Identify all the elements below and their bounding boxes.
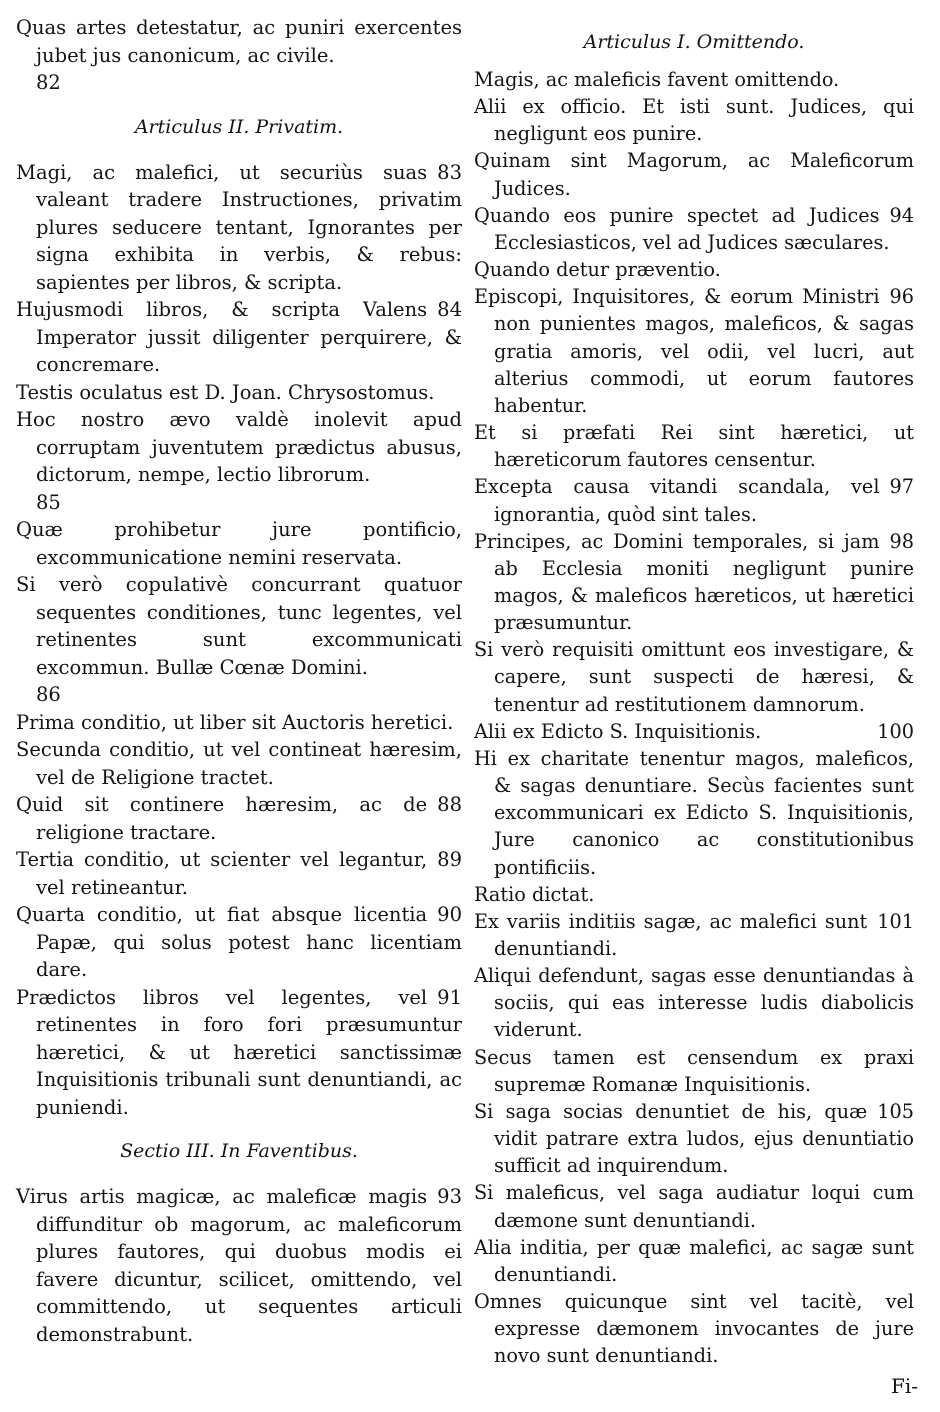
entry-text: Si verò copulativè concurrant quatuor sequentes conditiones, tunc legentes, vel retinentes sunt excommunicati excommun. Bullæ Cœnæ Domini. xyxy=(16,573,462,679)
left-column xyxy=(16,14,462,1348)
entry-text: Hujusmodi libros, & scripta Valens Imperator jussit diligenter perquirere, & concremare. xyxy=(16,298,462,376)
entry-text: Quas artes detestatur, ac puniri exercentes jubet jus canonicum, ac civile. xyxy=(16,16,462,67)
index-entry xyxy=(474,283,914,419)
entry-text: Prima conditio, ut liber sit Auctoris heretici. xyxy=(16,710,454,734)
page-reference: 98 xyxy=(889,529,914,553)
index-entry xyxy=(16,736,462,791)
entry-text: Secunda conditio, ut vel contineat hæresim, vel de Religione tractet. xyxy=(16,738,462,789)
index-entry xyxy=(474,636,914,717)
index-entry xyxy=(474,473,914,527)
entry-text: Quarta conditio, ut fiat absque licentia Papæ, qui solus potest hanc licentiam dare. xyxy=(16,903,462,981)
index-entry xyxy=(474,1288,914,1369)
page-reference: 94 xyxy=(889,203,914,227)
page-reference: 83 xyxy=(437,160,462,184)
section-heading: Sectio III. In Faventibus. xyxy=(120,1140,358,1162)
index-entry xyxy=(474,256,914,283)
page-reference: 88 xyxy=(437,793,462,816)
entry-text: Magis, ac maleficis favent omittendo. xyxy=(474,68,840,91)
entry-text: Alii ex officio. Et isti sunt. Judices, qui negligunt eos punire. xyxy=(474,95,914,146)
entry-text: Hi ex charitate tenentur magos, maleficos, & sagas denuntiare. Secùs facientes sunt excommunicari ex Edicto S. Inquisitionis, Jure canonico ac constitutionibus pontificiis. xyxy=(474,746,914,879)
entry-text: Quando eos punire spectet ad Judices Ecclesiasticos, vel ad Judices sæculares. xyxy=(474,203,890,254)
index-entry xyxy=(474,1044,914,1098)
index-entry xyxy=(474,528,914,637)
entry-text: Quando detur præventio. xyxy=(474,258,721,282)
index-entry xyxy=(474,745,914,881)
index-entry xyxy=(474,66,914,93)
entry-text: Hoc nostro ævo valdè inolevit apud corruptam juventutem prædictus abusus, dictorum, nempe, lectio librorum. xyxy=(16,408,462,486)
page-reference: 82 xyxy=(36,71,61,94)
page-reference: 97 xyxy=(889,475,914,499)
index-entry xyxy=(16,296,462,379)
index-entry xyxy=(16,791,462,846)
page-reference: 101 xyxy=(877,909,914,933)
index-entry xyxy=(16,846,462,901)
entry-text: Si maleficus, vel saga audiatur loqui cum dæmone sunt denuntiandi. xyxy=(474,1181,914,1232)
entry-text: Et si præfati Rei sint hæretici, ut hæreticorum fautores censentur. xyxy=(474,421,914,472)
index-entry xyxy=(474,881,914,908)
entry-text: Excepta causa vitandi scandala, vel ignorantia, quòd sint tales. xyxy=(474,475,880,526)
entry-text: Si saga socias denuntiet de his, quæ vidit patrare extra ludos, ejus denuntiatio sufficit ad inquirendum. xyxy=(474,1099,914,1178)
index-entry xyxy=(16,159,462,297)
index-entry xyxy=(16,516,462,571)
page-reference: 89 xyxy=(437,848,462,871)
page-reference: 85 xyxy=(36,490,61,514)
index-entry xyxy=(16,709,462,737)
section-heading: Articulus II. Privatim. xyxy=(134,115,344,138)
index-entry xyxy=(16,1183,462,1348)
index-entry xyxy=(474,93,914,147)
index-entry xyxy=(16,901,462,984)
index-entry xyxy=(16,571,462,709)
entry-text: Virus artis magicæ, ac maleficæ magis diffunditur ob magorum, ac maleficorum plures fautores, qui duobus modis ei favere dicuntur, scilicet, omittendo, vel committendo, ut sequentes articuli demonstrabunt. xyxy=(16,1185,462,1346)
index-entry xyxy=(474,1098,914,1179)
entry-text: Alii ex Edicto S. Inquisitionis. xyxy=(474,719,762,743)
entry-text: Episcopi, Inquisitores, & eorum Ministri non punientes magos, maleficos, & sagas gratia amoris, vel odii, vel lucri, aut alterius commodi, ut eorum fautores habentur. xyxy=(474,285,914,417)
entry-text: Quid sit continere hæresim, ac de religione tractare. xyxy=(16,793,428,844)
index-entry xyxy=(16,379,462,407)
entry-text: Alia inditia, per quæ malefici, ac sagæ sunt denuntiandi. xyxy=(474,1235,914,1286)
entry-text: Aliqui defendunt, sagas esse denuntiandas à sociis, qui eas interesse ludis diabolicis viderunt. xyxy=(474,964,914,1042)
page-reference: 96 xyxy=(889,285,914,309)
entry-text: Testis oculatus est D. Joan. Chrysostomus. xyxy=(16,380,435,404)
entry-text: Ratio dictat. xyxy=(474,882,595,906)
page-reference: 105 xyxy=(877,1099,914,1123)
page-reference: 100 xyxy=(877,719,914,743)
entry-text: Magi, ac malefici, ut securiùs suas valeant tradere Instructiones, privatim plures seducere tentant, Ignorantes per signa exhibita in verbis, & rebus: sapientes per libros, & scripta. xyxy=(16,160,462,294)
entry-text: Omnes quicunque sint vel tacitè, vel expresse dæmonem invocantes de jure novo sunt denuntiandi. xyxy=(474,1290,914,1368)
index-entry xyxy=(474,202,914,256)
index-entry xyxy=(474,147,914,201)
entry-text: Si verò requisiti omittunt eos investigare, & capere, sunt suspecti de hæresi, & tenentur ad restitutionem damnorum. xyxy=(474,638,914,716)
index-entry xyxy=(16,406,462,516)
page-reference: 84 xyxy=(437,298,462,321)
index-entry xyxy=(474,718,914,745)
entry-text: Quæ prohibetur jure pontificio, excommunicatione nemini reservata. xyxy=(16,518,462,569)
index-entry xyxy=(16,984,462,1122)
index-entry xyxy=(474,962,914,1043)
index-entry xyxy=(474,1234,914,1288)
page-reference: 86 xyxy=(36,683,61,706)
page-reference: 93 xyxy=(437,1185,462,1208)
right-column xyxy=(474,14,914,1370)
index-entry xyxy=(16,14,462,97)
index-entry xyxy=(474,419,914,473)
entry-text: Secus tamen est censendum ex praxi supremæ Romanæ Inquisitionis. xyxy=(474,1045,914,1096)
entry-text: Prædictos libros vel legentes, vel retinentes in foro fori præsumuntur hæretici, & ut hæretici sanctissimæ Inquisitionis tribunali sunt denuntiandi, ac puniendi. xyxy=(16,985,462,1119)
page-reference: 90 xyxy=(437,903,462,926)
entry-text: Ex variis inditiis sagæ, ac malefici sunt denuntiandi. xyxy=(474,909,868,960)
entry-text: Quinam sint Magorum, ac Maleficorum Judices. xyxy=(474,149,914,200)
entry-text: Principes, ac Domini temporales, si jam ab Ecclesia moniti negligunt punire magos, & maleficos hæreticos, ut hæretici præsumuntur. xyxy=(474,529,914,635)
section-heading: Articulus I. Omittendo. xyxy=(583,31,805,53)
catchword: Fi- xyxy=(890,1374,918,1398)
entry-text: Tertia conditio, ut scienter vel legantur, vel retineantur. xyxy=(16,848,428,899)
index-entry xyxy=(474,1179,914,1233)
page-reference: 91 xyxy=(437,985,462,1009)
index-entry xyxy=(474,908,914,962)
